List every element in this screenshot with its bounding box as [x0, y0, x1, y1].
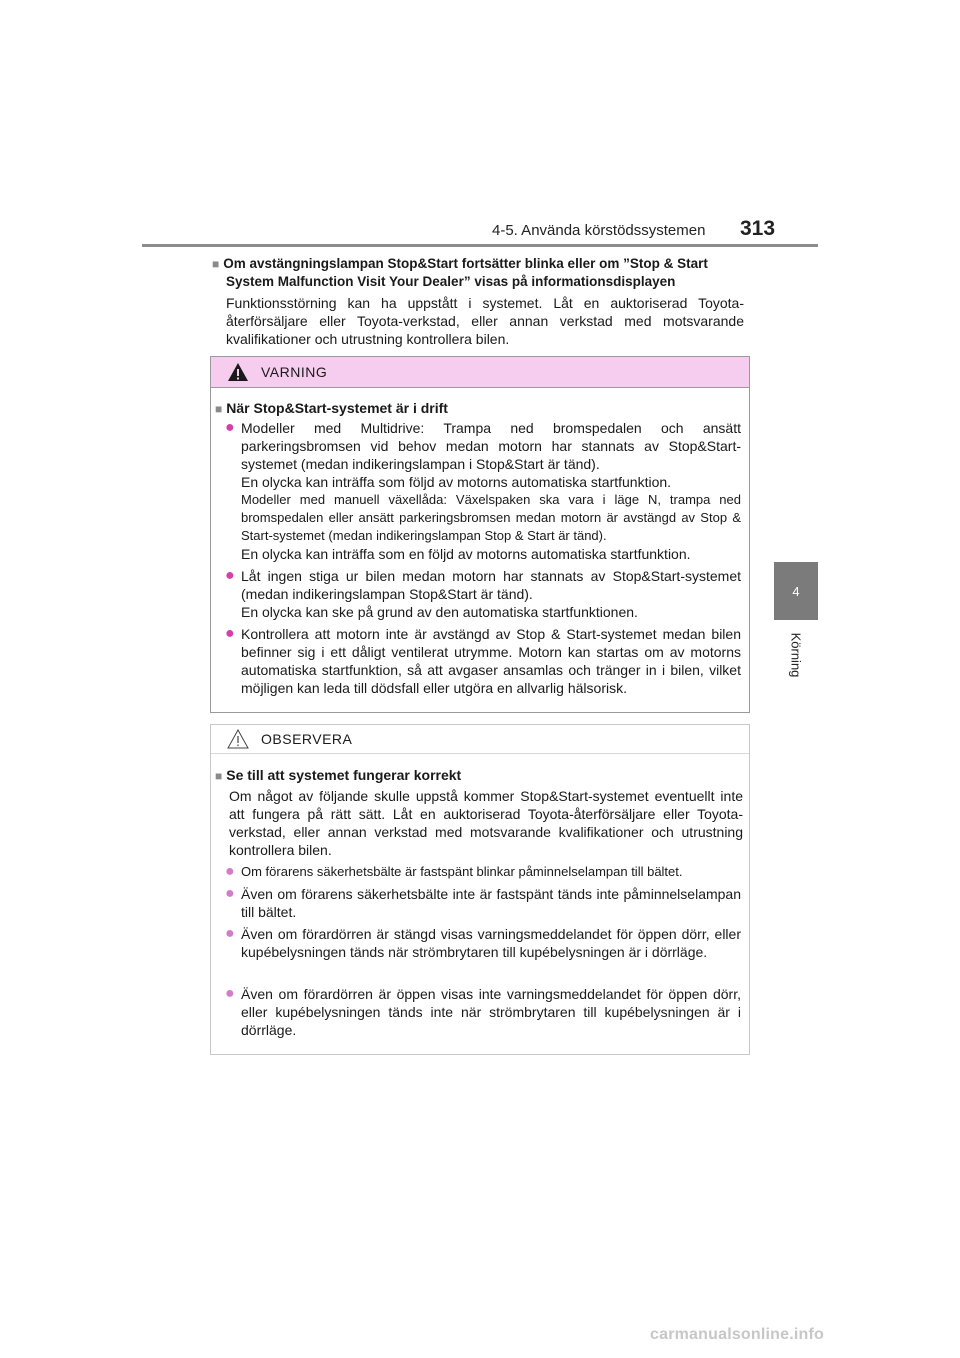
intro-heading-line1: Om avstängningslampan Stop&Start fortsätter blinka eller om ”Stop & Start — [223, 256, 708, 271]
warning-item-1d: En olycka kan inträffa som en följd av motorns automatiska startfunktion. — [241, 546, 691, 562]
warning-item-3a: Kontrollera att motorn inte är avstängd av Stop & Start-systemet medan bilen befinner sig i ett dåligt ventilerat utrymme. Motorn kan startas om av motorns automatiska startfunktion, så att avgaser ansamlas och tränger in i bilen, vilket möjligen kan leda till dödsfall eller utgöra en allvarlig hälsorisk. — [241, 626, 741, 696]
notice-label: OBSERVERA — [261, 731, 353, 747]
notice-header — [211, 725, 749, 754]
square-bullet-icon: ■ — [215, 769, 223, 783]
warning-heading-text: När Stop&Start-systemet är i drift — [226, 400, 448, 416]
notice-item — [225, 985, 741, 1039]
footer-watermark: carmanualsonline.info — [650, 1326, 825, 1343]
warning-item-2a: Låt ingen stiga ur bilen medan motorn har stannats av Stop&Start-systemet (medan indikeringslampan Stop&Start är tänd). — [241, 568, 741, 602]
notice-item — [225, 885, 741, 921]
bullet-dot-icon: ● — [225, 985, 235, 1002]
notice-item-4: Även om förardörren är öppen visas inte varningsmeddelandet för öppen dörr, eller kupébelysningen tänds inte när strömbrytaren till kupébelysningen är i dörrläge. — [241, 986, 741, 1038]
bullet-dot-icon: ● — [225, 925, 235, 942]
chapter-label — [774, 625, 818, 685]
warning-item-1c: Modeller med manuell växellåda: Växelspaken ska vara i läge N, trampa ned bromspedalen eller ansätt parkeringsbromsen medan motorn är avstängd av Stop & Start-systemet (medan indikeringslampan Stop & Start är tänd). — [241, 492, 741, 543]
header-divider — [142, 244, 818, 247]
notice-item — [225, 925, 741, 961]
section-title: 4-5. Använda körstödssystemen — [492, 222, 706, 239]
warning-box — [210, 356, 750, 713]
intro-heading — [212, 255, 752, 291]
warning-triangle-icon — [227, 362, 249, 382]
intro-body: Funktionsstörning kan ha uppstått i systemet. Låt en auktoriserad Toyota-återförsäljare eller Toyota-verkstad, eller annan verkstad med motsvarande kvalifikationer och utrustning kontrollera bilen. — [226, 295, 744, 347]
warning-heading — [215, 400, 735, 416]
square-bullet-icon: ■ — [212, 257, 220, 271]
bullet-dot-icon: ● — [225, 885, 235, 902]
notice-item-1: Om förarens säkerhetsbälte är fastspänt blinkar påminnelselampan till bältet. — [241, 864, 683, 879]
notice-item — [225, 863, 741, 881]
caution-triangle-icon — [227, 729, 249, 749]
warning-label: VARNING — [261, 364, 328, 380]
notice-box — [210, 724, 750, 1055]
warning-header — [211, 357, 749, 388]
bullet-dot-icon: ● — [225, 567, 235, 584]
warning-item-1b: En olycka kan inträffa som följd av motorns automatiska startfunktion. — [241, 474, 672, 490]
page-header — [0, 0, 960, 250]
notice-item-3: Även om förardörren är stängd visas varningsmeddelandet för öppen dörr, eller kupébelysningen tänds när strömbrytaren till kupébelysningen är i dörrläge. — [241, 926, 741, 960]
bullet-dot-icon: ● — [225, 625, 235, 642]
page-number: 313 — [740, 217, 776, 240]
intro-heading-line2: System Malfunction Visit Your Dealer” visas på informationsdisplayen — [226, 274, 676, 289]
chapter-tab[interactable] — [774, 562, 818, 620]
square-bullet-icon: ■ — [215, 402, 223, 416]
warning-item — [225, 567, 741, 621]
notice-heading — [215, 767, 735, 783]
warning-item — [225, 419, 741, 563]
warning-item — [225, 625, 741, 697]
notice-heading-text: Se till att systemet fungerar korrekt — [226, 767, 462, 783]
bullet-dot-icon: ● — [225, 863, 235, 880]
notice-item-2: Även om förarens säkerhetsbälte inte är fastspänt tänds inte påminnelselampan till bältet. — [241, 886, 741, 920]
warning-item-2b: En olycka kan ske på grund av den automatiska startfunktionen. — [241, 604, 638, 620]
notice-body: Om något av följande skulle uppstå kommer Stop&Start-systemet eventuellt inte att fungera på rätt sätt. Låt en auktoriserad Toyota-återförsäljare eller Toyota-verkstad, eller annan verkstad med motsvarande kvalifikationer och utrustning kontrollera bilen. — [229, 788, 743, 858]
bullet-dot-icon: ● — [225, 419, 235, 436]
chapter-name: Körning — [788, 632, 804, 678]
chapter-number: 4 — [792, 583, 800, 599]
warning-item-1a: Modeller med Multidrive: Trampa ned bromspedalen och ansätt parkeringsbromsen vid behov medan motorn har stannats av Stop&Start-systemet (medan indikeringslampan i Stop&Start är tänd). — [241, 420, 741, 472]
